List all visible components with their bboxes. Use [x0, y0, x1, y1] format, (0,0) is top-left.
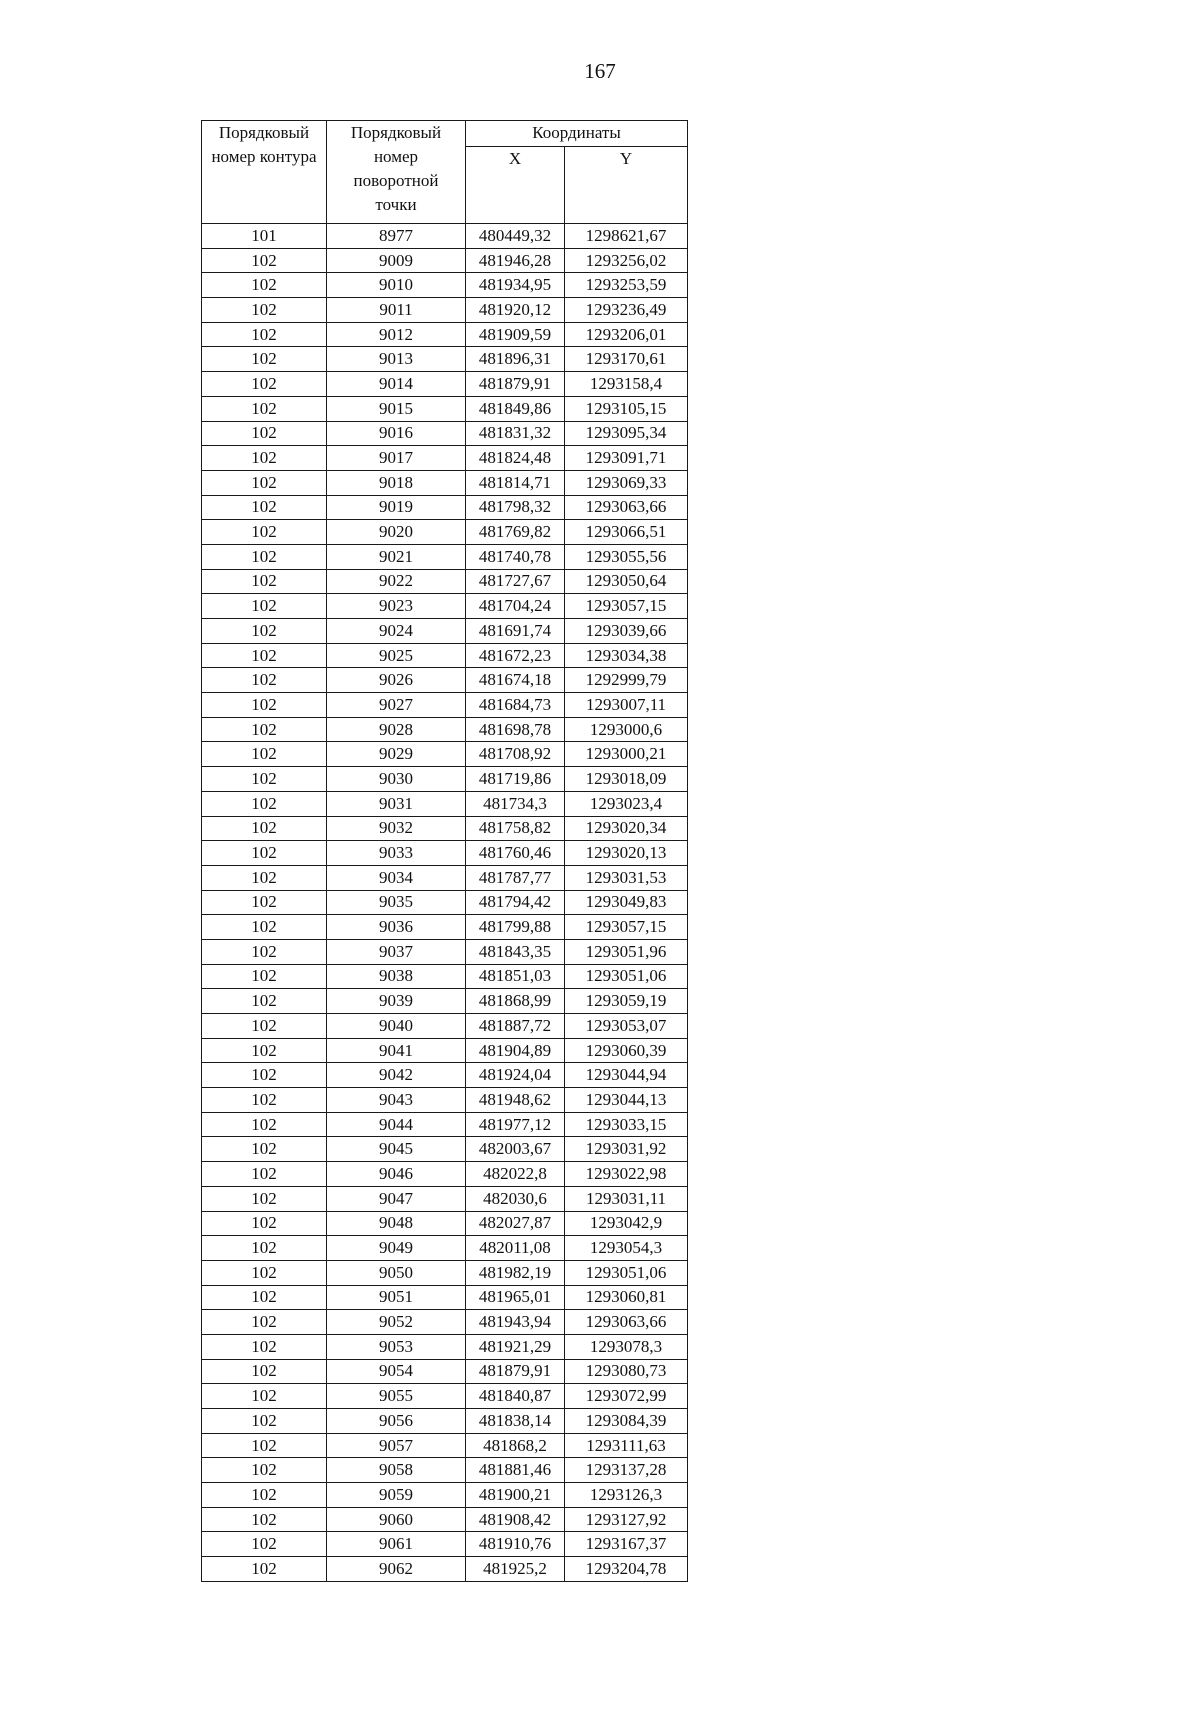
contour-number-cell: 102 — [202, 693, 327, 718]
y-coordinate-cell: 1293033,15 — [565, 1112, 688, 1137]
table-row — [202, 372, 688, 397]
contour-number-cell: 102 — [202, 273, 327, 298]
x-coordinate-cell: 482022,8 — [466, 1162, 565, 1187]
table-row — [202, 1211, 688, 1236]
table-row — [202, 1409, 688, 1434]
point-number-cell: 9057 — [327, 1433, 466, 1458]
x-coordinate-cell: 481758,82 — [466, 816, 565, 841]
contour-number-cell: 102 — [202, 470, 327, 495]
point-number-cell: 9050 — [327, 1260, 466, 1285]
point-number-cell: 9054 — [327, 1359, 466, 1384]
x-coordinate-cell: 481684,73 — [466, 693, 565, 718]
x-coordinate-cell: 481849,86 — [466, 396, 565, 421]
x-coordinate-cell: 481704,24 — [466, 594, 565, 619]
y-coordinate-cell: 1293111,63 — [565, 1433, 688, 1458]
y-coordinate-cell: 1293057,15 — [565, 915, 688, 940]
table-row — [202, 989, 688, 1014]
point-number-cell: 9060 — [327, 1507, 466, 1532]
table-row — [202, 1112, 688, 1137]
table-row — [202, 791, 688, 816]
y-coordinate-cell: 1293066,51 — [565, 520, 688, 545]
contour-number-cell: 102 — [202, 1112, 327, 1137]
x-coordinate-cell: 481908,42 — [466, 1507, 565, 1532]
x-coordinate-cell: 481946,28 — [466, 248, 565, 273]
contour-number-cell: 102 — [202, 372, 327, 397]
table-row — [202, 1285, 688, 1310]
point-number-cell: 9016 — [327, 421, 466, 446]
table-row — [202, 1260, 688, 1285]
x-coordinate-cell: 481921,29 — [466, 1334, 565, 1359]
y-coordinate-cell: 1293069,33 — [565, 470, 688, 495]
point-number-cell: 9015 — [327, 396, 466, 421]
point-number-cell: 9023 — [327, 594, 466, 619]
y-coordinate-cell: 1298621,67 — [565, 224, 688, 249]
contour-number-cell: 102 — [202, 248, 327, 273]
table-row — [202, 470, 688, 495]
x-coordinate-cell: 481787,77 — [466, 865, 565, 890]
y-coordinate-cell: 1293060,39 — [565, 1038, 688, 1063]
point-number-cell: 9010 — [327, 273, 466, 298]
y-coordinate-cell: 1293059,19 — [565, 989, 688, 1014]
contour-number-cell: 102 — [202, 1285, 327, 1310]
table-row — [202, 594, 688, 619]
contour-number-cell: 102 — [202, 396, 327, 421]
point-number-cell: 9020 — [327, 520, 466, 545]
y-coordinate-cell: 1293051,06 — [565, 964, 688, 989]
table-row — [202, 298, 688, 323]
contour-number-cell: 102 — [202, 816, 327, 841]
x-coordinate-cell: 481948,62 — [466, 1088, 565, 1113]
x-coordinate-cell: 481672,23 — [466, 643, 565, 668]
table-row — [202, 939, 688, 964]
x-coordinate-cell: 481840,87 — [466, 1384, 565, 1409]
contour-number-cell: 102 — [202, 347, 327, 372]
y-coordinate-cell: 1293095,34 — [565, 421, 688, 446]
y-coordinate-cell: 1293253,59 — [565, 273, 688, 298]
y-coordinate-cell: 1293031,11 — [565, 1186, 688, 1211]
point-number-cell: 9052 — [327, 1310, 466, 1335]
table-row — [202, 668, 688, 693]
contour-number-cell: 102 — [202, 964, 327, 989]
y-coordinate-cell: 1293060,81 — [565, 1285, 688, 1310]
contour-number-cell: 102 — [202, 495, 327, 520]
y-coordinate-cell: 1293105,15 — [565, 396, 688, 421]
contour-number-cell: 102 — [202, 569, 327, 594]
point-number-cell: 9025 — [327, 643, 466, 668]
contour-number-cell: 102 — [202, 915, 327, 940]
y-coordinate-cell: 1293018,09 — [565, 767, 688, 792]
header-contour-line-1: Порядковый — [218, 123, 310, 142]
header-coordinates: Координаты — [466, 121, 688, 147]
point-number-cell: 9053 — [327, 1334, 466, 1359]
x-coordinate-cell: 480449,32 — [466, 224, 565, 249]
table-row — [202, 1532, 688, 1557]
table-row — [202, 248, 688, 273]
table-row — [202, 322, 688, 347]
header-point-line-1: Порядковый — [350, 123, 442, 142]
contour-number-cell: 102 — [202, 1507, 327, 1532]
point-number-cell: 9041 — [327, 1038, 466, 1063]
x-coordinate-cell: 481799,88 — [466, 915, 565, 940]
header-point-line-2: номер — [373, 147, 419, 166]
point-number-cell: 9058 — [327, 1458, 466, 1483]
table-row — [202, 1334, 688, 1359]
point-number-cell: 9036 — [327, 915, 466, 940]
contour-number-cell: 102 — [202, 1557, 327, 1582]
contour-number-cell: 102 — [202, 298, 327, 323]
x-coordinate-cell: 482030,6 — [466, 1186, 565, 1211]
contour-number-cell: 102 — [202, 1433, 327, 1458]
contour-number-cell: 102 — [202, 446, 327, 471]
point-number-cell: 9014 — [327, 372, 466, 397]
contour-number-cell: 102 — [202, 1334, 327, 1359]
point-number-cell: 9009 — [327, 248, 466, 273]
header-point-number — [327, 121, 466, 224]
x-coordinate-cell: 481868,2 — [466, 1433, 565, 1458]
point-number-cell: 9013 — [327, 347, 466, 372]
point-number-cell: 9032 — [327, 816, 466, 841]
coordinates-table — [201, 120, 688, 1582]
point-number-cell: 9051 — [327, 1285, 466, 1310]
table-row — [202, 1063, 688, 1088]
contour-number-cell: 102 — [202, 643, 327, 668]
x-coordinate-cell: 481924,04 — [466, 1063, 565, 1088]
table-row — [202, 964, 688, 989]
point-number-cell: 9031 — [327, 791, 466, 816]
x-coordinate-cell: 481851,03 — [466, 964, 565, 989]
x-coordinate-cell: 481879,91 — [466, 372, 565, 397]
table-row — [202, 865, 688, 890]
table-row — [202, 273, 688, 298]
x-coordinate-cell: 481760,46 — [466, 841, 565, 866]
point-number-cell: 9062 — [327, 1557, 466, 1582]
x-coordinate-cell: 481674,18 — [466, 668, 565, 693]
y-coordinate-cell: 1293158,4 — [565, 372, 688, 397]
x-coordinate-cell: 481900,21 — [466, 1483, 565, 1508]
header-point-line-4: точки — [375, 195, 417, 214]
contour-number-cell: 102 — [202, 742, 327, 767]
contour-number-cell: 102 — [202, 939, 327, 964]
y-coordinate-cell: 1293236,49 — [565, 298, 688, 323]
point-number-cell: 9056 — [327, 1409, 466, 1434]
table-row — [202, 816, 688, 841]
x-coordinate-cell: 481814,71 — [466, 470, 565, 495]
y-coordinate-cell: 1293054,3 — [565, 1236, 688, 1261]
y-coordinate-cell: 1292999,79 — [565, 668, 688, 693]
point-number-cell: 9033 — [327, 841, 466, 866]
table-row — [202, 619, 688, 644]
point-number-cell: 9035 — [327, 890, 466, 915]
header-x: X — [466, 147, 565, 224]
table-row — [202, 1137, 688, 1162]
header-contour-number — [202, 121, 327, 224]
contour-number-cell: 102 — [202, 1236, 327, 1261]
x-coordinate-cell: 481838,14 — [466, 1409, 565, 1434]
contour-number-cell: 102 — [202, 989, 327, 1014]
point-number-cell: 9030 — [327, 767, 466, 792]
point-number-cell: 9011 — [327, 298, 466, 323]
y-coordinate-cell: 1293020,13 — [565, 841, 688, 866]
y-coordinate-cell: 1293167,37 — [565, 1532, 688, 1557]
contour-number-cell: 102 — [202, 1088, 327, 1113]
y-coordinate-cell: 1293057,15 — [565, 594, 688, 619]
page-number: 167 — [584, 59, 616, 83]
x-coordinate-cell: 481824,48 — [466, 446, 565, 471]
point-number-cell: 9026 — [327, 668, 466, 693]
table-row — [202, 495, 688, 520]
y-coordinate-cell: 1293080,73 — [565, 1359, 688, 1384]
x-coordinate-cell: 481868,99 — [466, 989, 565, 1014]
y-coordinate-cell: 1293137,28 — [565, 1458, 688, 1483]
y-coordinate-cell: 1293039,66 — [565, 619, 688, 644]
x-coordinate-cell: 481977,12 — [466, 1112, 565, 1137]
point-number-cell: 9029 — [327, 742, 466, 767]
x-coordinate-cell: 481698,78 — [466, 717, 565, 742]
x-coordinate-cell: 481934,95 — [466, 273, 565, 298]
point-number-cell: 9028 — [327, 717, 466, 742]
point-number-cell: 9044 — [327, 1112, 466, 1137]
point-number-cell: 9034 — [327, 865, 466, 890]
x-coordinate-cell: 481965,01 — [466, 1285, 565, 1310]
table-row — [202, 1359, 688, 1384]
contour-number-cell: 102 — [202, 1409, 327, 1434]
contour-number-cell: 101 — [202, 224, 327, 249]
point-number-cell: 9059 — [327, 1483, 466, 1508]
point-number-cell: 9061 — [327, 1532, 466, 1557]
y-coordinate-cell: 1293072,99 — [565, 1384, 688, 1409]
x-coordinate-cell: 481691,74 — [466, 619, 565, 644]
contour-number-cell: 102 — [202, 1211, 327, 1236]
point-number-cell: 9042 — [327, 1063, 466, 1088]
table-row — [202, 347, 688, 372]
table-row — [202, 569, 688, 594]
y-coordinate-cell: 1293256,02 — [565, 248, 688, 273]
table-row — [202, 693, 688, 718]
x-coordinate-cell: 481904,89 — [466, 1038, 565, 1063]
y-coordinate-cell: 1293000,21 — [565, 742, 688, 767]
point-number-cell: 9037 — [327, 939, 466, 964]
contour-number-cell: 102 — [202, 1483, 327, 1508]
contour-number-cell: 102 — [202, 841, 327, 866]
x-coordinate-cell: 482011,08 — [466, 1236, 565, 1261]
y-coordinate-cell: 1293023,4 — [565, 791, 688, 816]
y-coordinate-cell: 1293020,34 — [565, 816, 688, 841]
x-coordinate-cell: 481734,3 — [466, 791, 565, 816]
table-row — [202, 1557, 688, 1582]
y-coordinate-cell: 1293044,94 — [565, 1063, 688, 1088]
point-number-cell: 9048 — [327, 1211, 466, 1236]
table-row — [202, 446, 688, 471]
y-coordinate-cell: 1293000,6 — [565, 717, 688, 742]
table-row — [202, 890, 688, 915]
y-coordinate-cell: 1293170,61 — [565, 347, 688, 372]
point-number-cell: 9027 — [327, 693, 466, 718]
y-coordinate-cell: 1293063,66 — [565, 1310, 688, 1335]
point-number-cell: 9046 — [327, 1162, 466, 1187]
contour-number-cell: 102 — [202, 421, 327, 446]
contour-number-cell: 102 — [202, 1260, 327, 1285]
header-point-line-3: поворотной — [353, 171, 439, 190]
table-row — [202, 1384, 688, 1409]
y-coordinate-cell: 1293031,92 — [565, 1137, 688, 1162]
x-coordinate-cell: 481925,2 — [466, 1557, 565, 1582]
table-row — [202, 396, 688, 421]
y-coordinate-cell: 1293051,96 — [565, 939, 688, 964]
contour-number-cell: 102 — [202, 767, 327, 792]
point-number-cell: 9024 — [327, 619, 466, 644]
contour-number-cell: 102 — [202, 1359, 327, 1384]
y-coordinate-cell: 1293084,39 — [565, 1409, 688, 1434]
contour-number-cell: 102 — [202, 619, 327, 644]
y-coordinate-cell: 1293044,13 — [565, 1088, 688, 1113]
x-coordinate-cell: 481881,46 — [466, 1458, 565, 1483]
table-row — [202, 1014, 688, 1039]
contour-number-cell: 102 — [202, 1137, 327, 1162]
point-number-cell: 9049 — [327, 1236, 466, 1261]
contour-number-cell: 102 — [202, 668, 327, 693]
x-coordinate-cell: 482027,87 — [466, 1211, 565, 1236]
table-row — [202, 1236, 688, 1261]
point-number-cell: 9022 — [327, 569, 466, 594]
table-row — [202, 1458, 688, 1483]
x-coordinate-cell: 481727,67 — [466, 569, 565, 594]
table-row — [202, 544, 688, 569]
table-row — [202, 520, 688, 545]
x-coordinate-cell: 481943,94 — [466, 1310, 565, 1335]
y-coordinate-cell: 1293053,07 — [565, 1014, 688, 1039]
contour-number-cell: 102 — [202, 520, 327, 545]
table-row — [202, 717, 688, 742]
y-coordinate-cell: 1293204,78 — [565, 1557, 688, 1582]
y-coordinate-cell: 1293063,66 — [565, 495, 688, 520]
contour-number-cell: 102 — [202, 1458, 327, 1483]
point-number-cell: 9055 — [327, 1384, 466, 1409]
point-number-cell: 9018 — [327, 470, 466, 495]
x-coordinate-cell: 481719,86 — [466, 767, 565, 792]
contour-number-cell: 102 — [202, 791, 327, 816]
contour-number-cell: 102 — [202, 1310, 327, 1335]
header-y: Y — [565, 147, 688, 224]
x-coordinate-cell: 481896,31 — [466, 347, 565, 372]
contour-number-cell: 102 — [202, 1532, 327, 1557]
point-number-cell: 9021 — [327, 544, 466, 569]
table-body — [202, 224, 688, 1582]
point-number-cell: 9017 — [327, 446, 466, 471]
table-row — [202, 1433, 688, 1458]
x-coordinate-cell: 482003,67 — [466, 1137, 565, 1162]
y-coordinate-cell: 1293050,64 — [565, 569, 688, 594]
header-contour-line-2: номер контура — [211, 147, 317, 166]
point-number-cell: 8977 — [327, 224, 466, 249]
table-row — [202, 1483, 688, 1508]
x-coordinate-cell: 481843,35 — [466, 939, 565, 964]
x-coordinate-cell: 481887,72 — [466, 1014, 565, 1039]
y-coordinate-cell: 1293055,56 — [565, 544, 688, 569]
point-number-cell: 9045 — [327, 1137, 466, 1162]
table-row — [202, 224, 688, 249]
contour-number-cell: 102 — [202, 865, 327, 890]
contour-number-cell: 102 — [202, 1384, 327, 1409]
x-coordinate-cell: 481879,91 — [466, 1359, 565, 1384]
y-coordinate-cell: 1293007,11 — [565, 693, 688, 718]
y-coordinate-cell: 1293042,9 — [565, 1211, 688, 1236]
table-row — [202, 841, 688, 866]
contour-number-cell: 102 — [202, 1063, 327, 1088]
table-row — [202, 767, 688, 792]
point-number-cell: 9040 — [327, 1014, 466, 1039]
contour-number-cell: 102 — [202, 1038, 327, 1063]
table-row — [202, 421, 688, 446]
point-number-cell: 9043 — [327, 1088, 466, 1113]
table-header — [202, 121, 688, 224]
point-number-cell: 9038 — [327, 964, 466, 989]
x-coordinate-cell: 481794,42 — [466, 890, 565, 915]
table-row — [202, 1162, 688, 1187]
point-number-cell: 9047 — [327, 1186, 466, 1211]
y-coordinate-cell: 1293127,92 — [565, 1507, 688, 1532]
y-coordinate-cell: 1293049,83 — [565, 890, 688, 915]
table-row — [202, 1186, 688, 1211]
x-coordinate-cell: 481708,92 — [466, 742, 565, 767]
contour-number-cell: 102 — [202, 594, 327, 619]
x-coordinate-cell: 481769,82 — [466, 520, 565, 545]
y-coordinate-cell: 1293078,3 — [565, 1334, 688, 1359]
table-row — [202, 742, 688, 767]
contour-number-cell: 102 — [202, 890, 327, 915]
table-row — [202, 915, 688, 940]
table-row — [202, 1038, 688, 1063]
y-coordinate-cell: 1293091,71 — [565, 446, 688, 471]
x-coordinate-cell: 481982,19 — [466, 1260, 565, 1285]
y-coordinate-cell: 1293206,01 — [565, 322, 688, 347]
x-coordinate-cell: 481910,76 — [466, 1532, 565, 1557]
table-row — [202, 643, 688, 668]
x-coordinate-cell: 481909,59 — [466, 322, 565, 347]
y-coordinate-cell: 1293126,3 — [565, 1483, 688, 1508]
table-row — [202, 1507, 688, 1532]
table-row — [202, 1088, 688, 1113]
x-coordinate-cell: 481740,78 — [466, 544, 565, 569]
table-row — [202, 1310, 688, 1335]
contour-number-cell: 102 — [202, 544, 327, 569]
contour-number-cell: 102 — [202, 1186, 327, 1211]
x-coordinate-cell: 481920,12 — [466, 298, 565, 323]
y-coordinate-cell: 1293051,06 — [565, 1260, 688, 1285]
point-number-cell: 9012 — [327, 322, 466, 347]
y-coordinate-cell: 1293034,38 — [565, 643, 688, 668]
point-number-cell: 9039 — [327, 989, 466, 1014]
contour-number-cell: 102 — [202, 1162, 327, 1187]
contour-number-cell: 102 — [202, 717, 327, 742]
y-coordinate-cell: 1293031,53 — [565, 865, 688, 890]
point-number-cell: 9019 — [327, 495, 466, 520]
contour-number-cell: 102 — [202, 1014, 327, 1039]
contour-number-cell: 102 — [202, 322, 327, 347]
x-coordinate-cell: 481831,32 — [466, 421, 565, 446]
x-coordinate-cell: 481798,32 — [466, 495, 565, 520]
y-coordinate-cell: 1293022,98 — [565, 1162, 688, 1187]
